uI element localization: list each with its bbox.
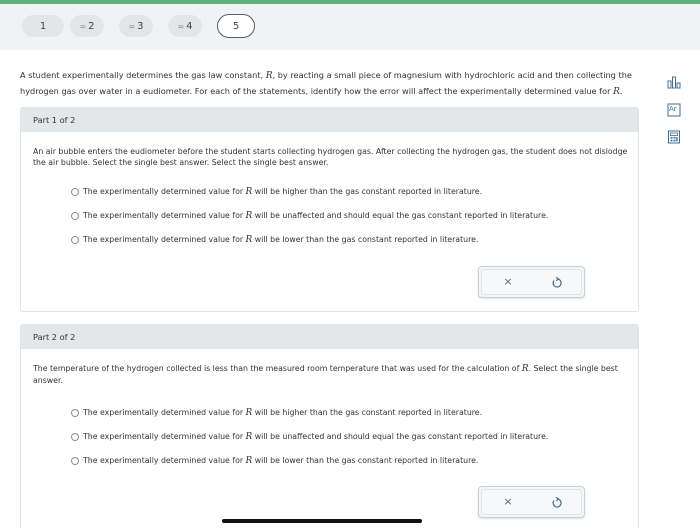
part-1-question: An air bubble enters the eudiometer before the student starts collecting hydrogen gas. After collecting the hydrogen gas, the student does not dislodge the air bubble. Select the single best answer. Select the single best answer. <box>33 147 628 167</box>
part-2-option-lower[interactable] <box>71 456 478 466</box>
question-number: 4 <box>186 20 193 32</box>
bar-chart-icon[interactable] <box>667 74 681 88</box>
option-text: The experimentally determined value for R will be higher than the gas constant reported in literature. <box>83 408 483 418</box>
question-pill-3[interactable] <box>119 15 153 37</box>
radio-button[interactable] <box>71 457 79 465</box>
part-2-action-box <box>478 486 585 518</box>
question-number: 1 <box>39 20 47 32</box>
variable-r: R <box>613 87 620 97</box>
part-1-option-higher[interactable] <box>71 187 482 197</box>
home-indicator-bar[interactable] <box>222 519 422 523</box>
periodic-element-icon[interactable] <box>667 102 681 116</box>
option-text: The experimentally determined value for R will be lower than the gas constant reported in literature. <box>83 456 479 466</box>
option-text: The experimentally determined value for R will be unaffected and should equal the gas constant reported in literature. <box>83 432 549 442</box>
question-pill-1[interactable] <box>22 15 64 37</box>
answered-mark-icon: = <box>128 21 135 31</box>
part-header-label: Part 1 of 2 <box>33 115 76 125</box>
part-2-option-higher[interactable] <box>71 408 482 418</box>
answered-mark-icon: = <box>177 21 184 31</box>
option-text: The experimentally determined value for R will be unaffected and should equal the gas constant reported in literature. <box>83 211 549 221</box>
part-1-header <box>21 108 638 132</box>
question-number: 3 <box>137 20 144 32</box>
question-intro: A student experimentally determines the gas law constant, R, by reacting a small piece of magnesium with hydrochloric acid and then collecting the hydrogen gas over water in a eudiometer. For each of the statements, identify how the error will affect the experimentally determined value for R. <box>20 70 632 97</box>
radio-button[interactable] <box>71 433 79 441</box>
radio-button[interactable] <box>71 212 79 220</box>
radio-button[interactable] <box>71 409 79 417</box>
part-1-action-box <box>478 266 585 298</box>
part-2-question: The temperature of the hydrogen collected is less than the measured room temperature that was used for the calculation of R. Select the single best answer. <box>33 364 618 385</box>
radio-button[interactable] <box>71 188 79 196</box>
part-2-header <box>21 325 638 349</box>
clear-answer-button[interactable]: × <box>503 275 513 288</box>
option-text: The experimentally determined value for R will be higher than the gas constant reported in literature. <box>83 187 483 197</box>
undo-icon[interactable] <box>550 275 564 289</box>
question-pill-2[interactable] <box>70 15 104 37</box>
option-text: The experimentally determined value for R will be lower than the gas constant reported in literature. <box>83 235 479 245</box>
variable-r: R <box>265 71 273 81</box>
radio-button[interactable] <box>71 236 79 244</box>
question-pill-5[interactable] <box>217 14 255 38</box>
undo-icon[interactable] <box>550 495 564 509</box>
part-1-option-unaffected[interactable] <box>71 211 548 221</box>
periodic-element-label: Ar <box>669 105 677 113</box>
question-number: 5 <box>232 20 240 32</box>
question-number: 2 <box>88 20 95 32</box>
calculator-icon[interactable] <box>667 129 681 143</box>
part-2-option-unaffected[interactable] <box>71 432 548 442</box>
question-nav-bar <box>0 4 700 50</box>
clear-answer-button[interactable]: × <box>503 495 513 508</box>
question-pill-4[interactable] <box>168 15 202 37</box>
part-1-option-lower[interactable] <box>71 235 478 245</box>
part-header-label: Part 2 of 2 <box>33 332 76 342</box>
answered-mark-icon: = <box>79 21 86 31</box>
